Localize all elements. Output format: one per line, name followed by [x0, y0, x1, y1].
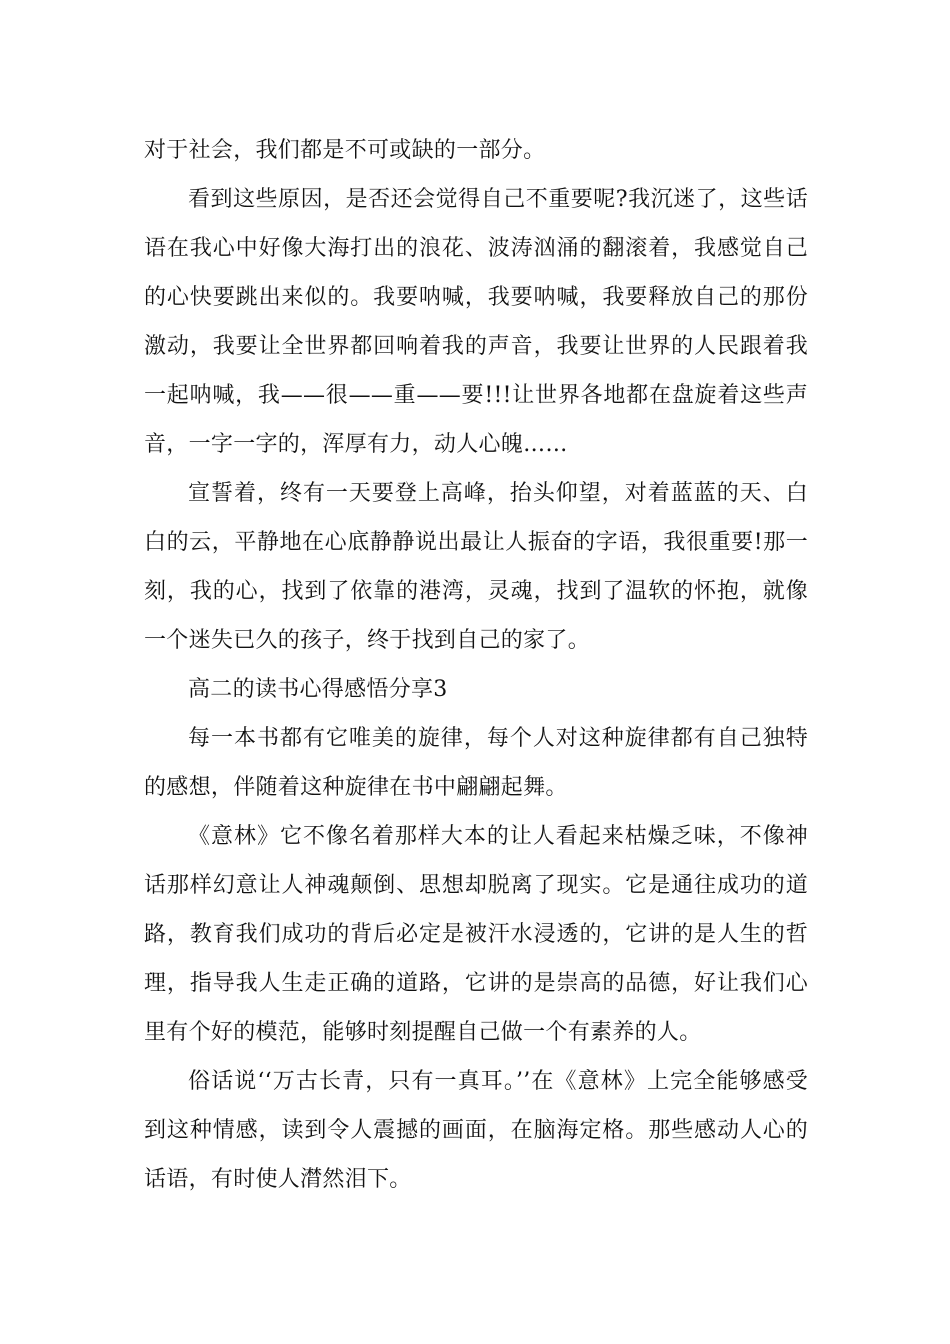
paragraph: 看到这些原因，是否还会觉得自己不重要呢?我沉迷了，这些话语在我心中好像大海打出的浪花、波涛汹涌的翻滚着，我感觉自己的心快要跳出来似的。我要呐喊，我要呐喊，我要释放自己的那份激动，我要让全世界都回响着我的声音，我要让世界的人民跟着我一起呐喊，我——很——重——要!!!让世界各地都在盘旋着这些声音，一字一字的，浑厚有力，动人心魄……: [144, 187, 808, 457]
paragraph: 每一本书都有它唯美的旋律，每个人对这种旋律都有自己独特的感想，伴随着这种旋律在书中翩翩起舞。: [144, 726, 808, 800]
paragraph: 宣誓着，终有一天要登上高峰，抬头仰望，对着蓝蓝的天、白白的云，平静地在心底静静说出最让人振奋的字语，我很重要!那一刻，我的心，找到了依靠的港湾，灵魂，找到了温软的怀抱，就像一个迷失已久的孩子，终于找到自己的家了。: [144, 481, 808, 653]
section-heading: 高二的读书心得感悟分享3: [188, 677, 448, 702]
paragraph: 《意林》它不像名着那样大本的让人看起来枯燥乏味，不像神话那样幻意让人神魂颠倒、思想却脱离了现实。它是通往成功的道路，教育我们成功的背后必定是被汗水浸透的，它讲的是人生的哲理，指导我人生走正确的道路，它讲的是崇高的品德，好让我们心里有个好的模范，能够时刻提醒自己做一个有素养的人。: [144, 824, 808, 1045]
paragraph: 俗话说‘‘万古长青，只有一真耳。’’在《意林》上完全能够感受到这种情感，读到令人震撼的画面，在脑海定格。那些感动人心的话语，有时使人潸然泪下。: [144, 1069, 808, 1192]
paragraph: 对于社会，我们都是不可或缺的一部分。: [144, 138, 546, 163]
document-body: [144, 126, 808, 1204]
